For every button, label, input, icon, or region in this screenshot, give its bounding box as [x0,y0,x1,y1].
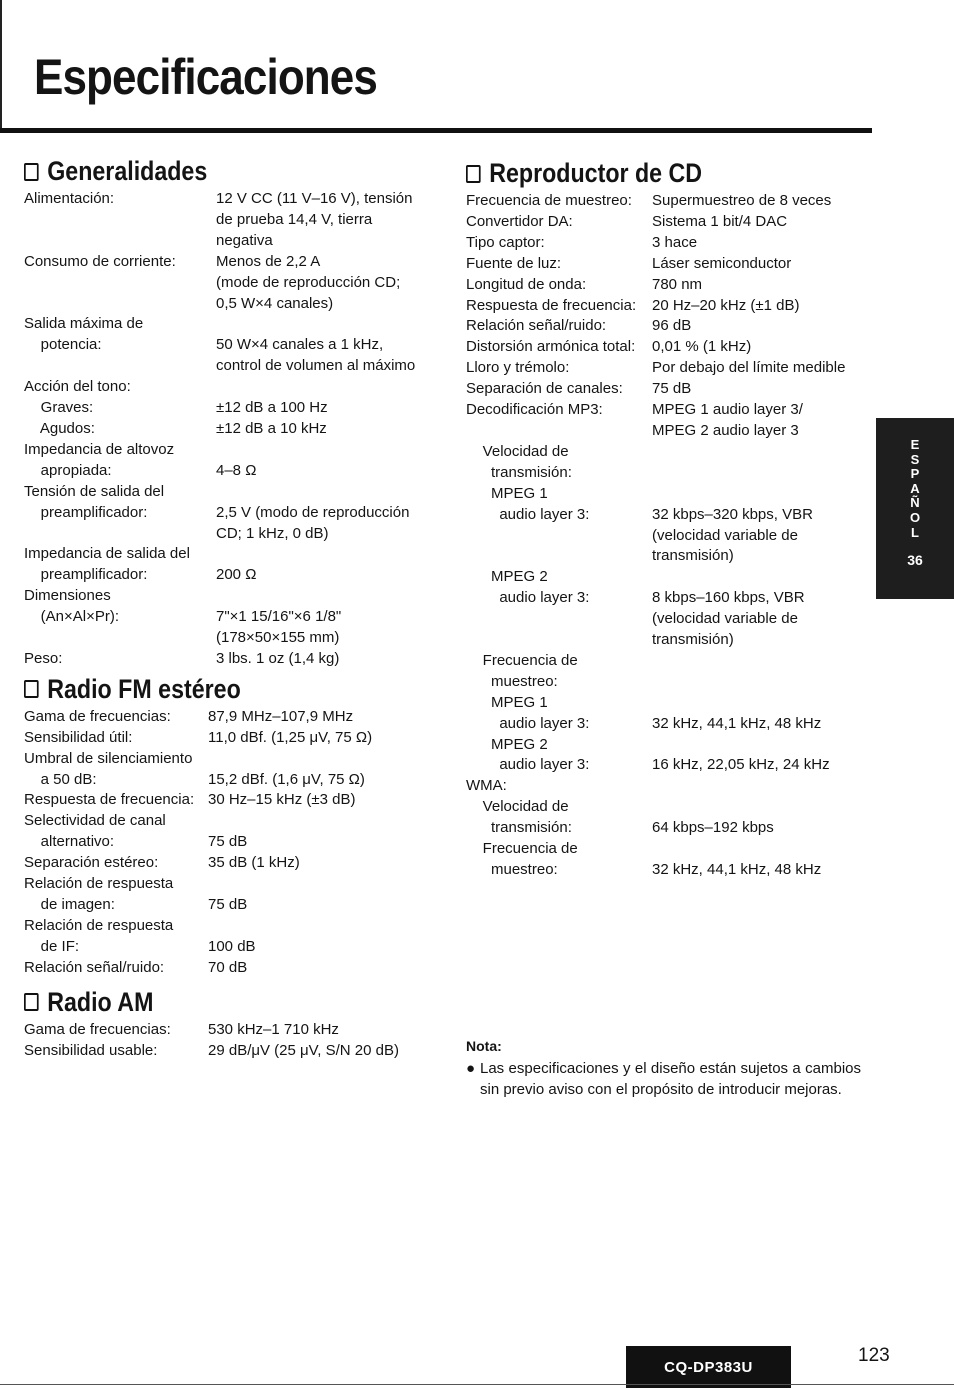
spec-value: 96 dB [652,317,692,335]
spec-row [24,314,434,377]
spec-row [466,316,876,337]
spec-row [24,252,434,315]
spec-label: Separación estéreo: [24,854,159,872]
checkbox-square-icon [466,165,481,183]
spec-row [466,191,876,212]
spec-label: Convertidor DA: [466,212,573,230]
spec-label: Agudos: [24,419,95,437]
page-title: Especificaciones [34,49,377,105]
spec-label: WMA: [466,777,507,795]
language-side-tab [876,418,954,599]
note-item [466,1059,861,1101]
spec-label: Gama de frecuencias: [24,1020,171,1038]
spec-value: 200 Ω [216,566,257,584]
spec-value: 70 dB [208,958,248,976]
spec-value: 3 hace [652,233,698,251]
spec-value: 100 dB [208,937,256,955]
spec-section [466,160,876,881]
spec-label: Frecuencia de muestreo: [482,840,578,878]
spec-rows [466,191,876,881]
spec-value: 75 dB [208,896,248,913]
spec-label: Impedancia de altovoz apropiada: [24,440,175,479]
spec-label: Sensibilidad útil: [24,728,133,746]
spec-label: Salida máxima de potencia: [24,315,144,354]
spec-row [24,1041,434,1062]
spec-section [24,986,434,1062]
spec-label: Tipo captor: [466,233,545,251]
spec-row [24,749,434,791]
spec-label: Relación de respuesta de IF: [24,916,174,955]
spec-row [466,400,876,442]
spec-rows [24,189,434,670]
spec-label: Umbral de silenciamiento a 50 dB: [24,749,193,788]
spec-label: Relación señal/ruido: [466,317,607,335]
spec-value: 29 dB/μV (25 μV, S/N 20 dB) [208,1041,400,1059]
spec-row [466,233,876,254]
spec-label: Selectividad de canal alternativo: [24,812,166,851]
spec-value: Por debajo del límite medible [652,359,846,377]
checkbox-square-icon [24,680,39,698]
spec-row [466,735,876,777]
spec-value: 75 dB [208,833,248,851]
left-margin-rule [0,0,2,132]
spec-row [466,442,876,567]
left-column [24,158,434,1061]
spec-value: Láser semiconductor [652,254,792,272]
section-heading [24,158,377,185]
spec-row [24,377,434,398]
spec-value: 12 V CC (11 V–16 V), tensión de prueba 14,4 V, tierra negativa [216,190,413,249]
spec-row [466,296,876,317]
spec-value: Menos de 2,2 A (mode de reproducción CD; 0,5 W×4 canales) [216,252,401,312]
spec-row [466,839,876,881]
spec-row [466,254,876,275]
side-tab-letter: Ñ [910,495,920,511]
bullet-icon: ● [466,1059,476,1077]
spec-row [24,874,434,916]
spec-label: Tensión de salida del preamplificador: [24,482,165,521]
spec-label: MPEG 2 audio layer 3: [491,568,590,607]
section-heading [466,160,819,187]
spec-label: Alimentación: [24,190,115,207]
spec-row [466,797,876,839]
spec-value: 75 dB [652,380,692,398]
spec-value: 16 kHz, 22,05 kHz, 24 kHz [652,756,830,774]
spec-label: Graves: [24,399,94,417]
spec-label: Relación señal/ruido: [24,958,165,976]
model-badge: CQ-DP383U [626,1346,791,1388]
spec-row [24,790,434,811]
spec-label: Dimensiones (An×Al×Pr): [24,587,120,626]
spec-value: 530 kHz–1 710 kHz [208,1020,339,1038]
spec-row [24,544,434,586]
page-number: 123 [858,1345,890,1366]
spec-row [24,853,434,874]
spec-row [24,586,434,649]
spec-row [24,189,434,252]
spec-row [24,958,434,979]
spec-value: MPEG 1 audio layer 3/ MPEG 2 audio layer 3 [652,401,803,439]
spec-value: 15,2 dBf. (1,6 μV, 75 Ω) [208,770,365,788]
spec-row [466,651,876,735]
note-text: Las especificaciones y el diseño están sujetos a cambios sin previo aviso con el propósito de introducir mejoras. [480,1059,861,1098]
spec-value: 11,0 dBf. (1,25 μV, 75 Ω) [208,728,373,746]
section-heading [24,673,377,704]
spec-value: 87,9 MHz–107,9 MHz [208,707,354,725]
spec-value: 3 lbs. 1 oz (1,4 kg) [216,649,340,667]
spec-value: 2,5 V (modo de reproducción CD; 1 kHz, 0 dB) [216,503,410,542]
spec-row [466,379,876,400]
spec-value: 0,01 % (1 kHz) [652,338,752,356]
spec-value: 32 kbps–320 kbps, VBR (velocidad variable de transmisión) [652,505,813,565]
side-tab-letters [876,418,954,540]
spec-label: Lloro y trémolo: [466,359,570,377]
spec-value: Sistema 1 bit/4 DAC [652,212,788,230]
spec-label: Distorsión armónica total: [466,338,636,356]
side-tab-letter: P [910,466,920,482]
spec-row [466,275,876,296]
section-heading [24,986,377,1017]
spec-label: Impedancia de salida del preamplificador: [24,545,190,584]
spec-row [24,728,434,749]
spec-label: Respuesta de frecuencia: [24,791,195,809]
spec-row [24,916,434,958]
spec-row [24,707,434,728]
spec-value: Supermuestreo de 8 veces [652,192,832,209]
side-tab-letter: L [911,524,919,540]
spec-label: Separación de canales: [466,380,623,398]
note-title: Nota: [466,1038,502,1054]
spec-label: Frecuencia de muestreo: MPEG 1 audio layer 3: [482,651,590,732]
spec-label: Sensibilidad usable: [24,1041,158,1059]
spec-row [24,649,434,670]
spec-row [24,482,434,545]
spec-row [466,567,876,651]
spec-label: Relación de respuesta de imagen: [24,875,174,913]
spec-value: ±12 dB a 10 kHz [216,419,327,437]
spec-label: Velocidad de transmisión: MPEG 1 audio layer 3: [482,442,590,523]
section-heading-text: Radio AM [47,986,154,1017]
spec-row [24,440,434,482]
side-tab-letter: E [910,437,920,452]
side-tab-letter: S [910,451,920,467]
spec-label: Respuesta de frecuencia: [466,296,637,314]
spec-value: 7"×1 15/16"×6 1/8" (178×50×155 mm) [216,608,342,647]
spec-row [24,398,434,419]
spec-row [466,212,876,233]
spec-label: Longitud de onda: [466,275,587,293]
spec-label: Velocidad de transmisión: [482,798,572,837]
spec-value: 32 kHz, 44,1 kHz, 48 kHz [652,714,822,732]
side-tab-number: 36 [907,552,923,569]
title-rule [0,128,872,133]
spec-value: 20 Hz–20 kHz (±1 dB) [652,296,800,314]
side-tab-letter: O [909,509,921,525]
spec-value: 50 W×4 canales a 1 kHz, control de volumen al máximo [216,336,416,375]
checkbox-square-icon [24,163,39,181]
spec-label: Peso: [24,649,63,667]
right-column [466,160,876,881]
spec-rows [24,707,434,979]
spec-row [466,776,876,797]
spec-section [24,158,434,670]
section-heading-text: Generalidades [47,156,208,186]
spec-value: 30 Hz–15 kHz (±3 dB) [208,791,356,809]
note-block [466,1036,861,1101]
spec-label: Consumo de corriente: [24,252,176,270]
spec-row [466,337,876,358]
bottom-rule [0,1384,954,1385]
spec-value: 35 dB (1 kHz) [208,854,300,872]
spec-label: Decodificación MP3: [466,401,603,419]
spec-label: MPEG 2 audio layer 3: [491,735,590,774]
spec-value: 8 kbps–160 kbps, VBR (velocidad variable de transmisión) [652,589,805,649]
spec-label: Gama de frecuencias: [24,707,171,725]
side-tab-letter: A [910,480,920,496]
spec-rows [24,1020,434,1062]
spec-label: Frecuencia de muestreo: [466,192,632,209]
spec-value: 4–8 Ω [216,461,257,479]
checkbox-square-icon [24,993,39,1011]
spec-row [24,811,434,853]
spec-value: 780 nm [652,275,703,293]
section-heading-text: Radio FM estéreo [47,673,241,704]
spec-value: 32 kHz, 44,1 kHz, 48 kHz [652,861,822,878]
spec-row [466,358,876,379]
spec-label: Fuente de luz: [466,254,562,272]
spec-section [24,673,434,979]
spec-value: ±12 dB a 100 Hz [216,399,328,417]
spec-value: 64 kbps–192 kbps [652,819,774,837]
spec-label: Acción del tono: [24,378,131,396]
spec-row [24,419,434,440]
section-heading-text: Reproductor de CD [489,158,703,188]
spec-row [24,1020,434,1041]
